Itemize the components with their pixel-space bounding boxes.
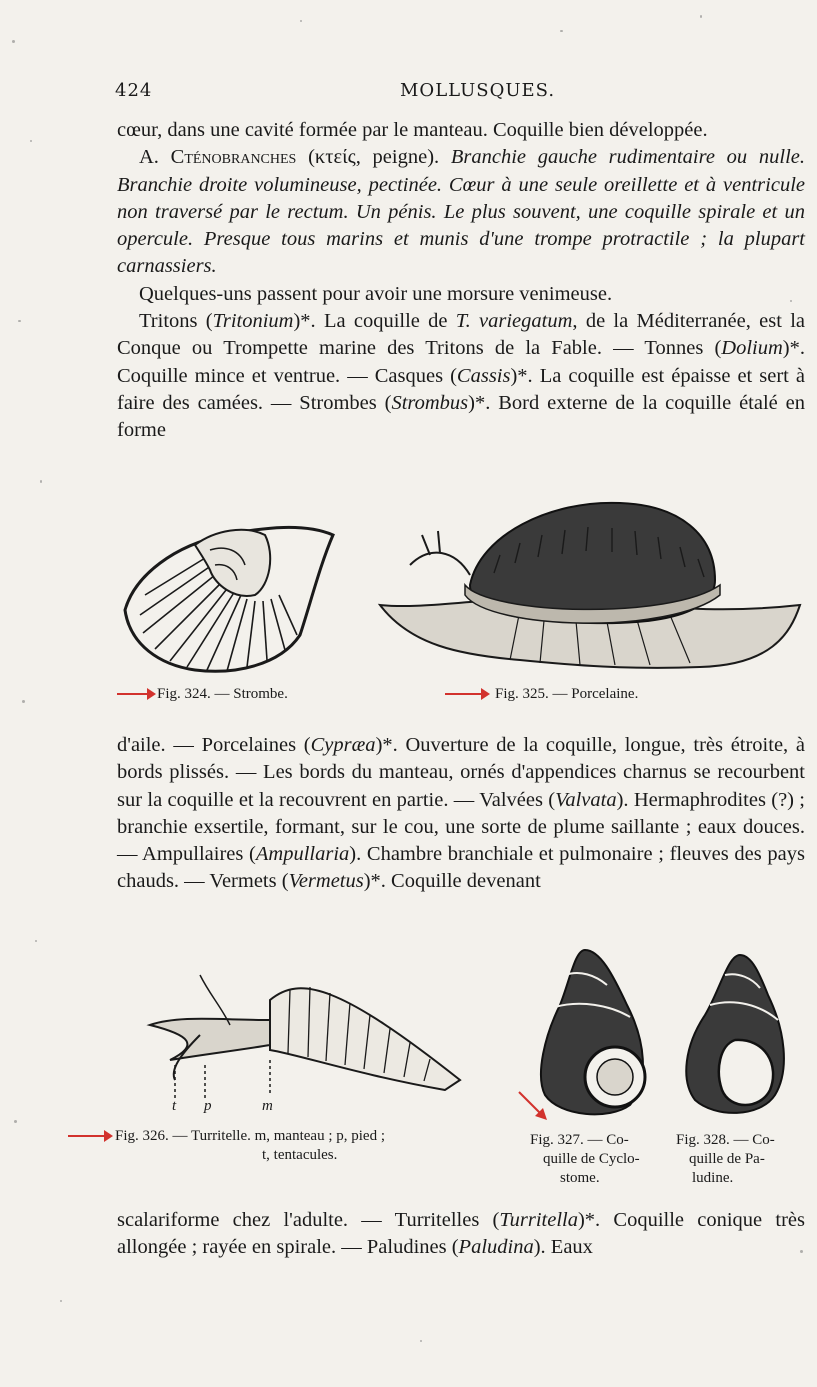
text-block-bottom [117,1207,805,1262]
caption-fig-327-line3: stome. [560,1170,600,1186]
text-run: , de la Méditerranée, est la Conque ou Trompette marine des Tritons de la Fable. — Tonnes ( [117,310,805,360]
text-run: )*. Bord externe de la coquille étalé en forme [117,391,805,442]
caption-fig-328-line2: quille de Pa- [689,1151,765,1167]
figure-325-porcelaine-illustration [370,495,810,675]
caption-fig-324: Fig. 324. — Strombe. [157,686,288,702]
figure-324-strombe-illustration [115,515,340,680]
paragraph-porcelaines [117,732,805,896]
annotation-arrow-fig327 [515,1088,551,1124]
text-block-middle [117,732,805,896]
annotation-arrow-fig326 [68,1135,106,1137]
text-run: d'aile. — Porcelaines ( [117,734,311,756]
figure-328-paludine-illustration [680,950,790,1120]
annotation-arrow-fig325 [445,693,483,695]
taxon-tritonium: Tritonium [212,310,294,333]
taxon-turritella: Turritella [499,1209,578,1231]
text-run: ). Chambre branchiale et pulmonaire ; fleuves des pays chauds. — Vermets ( [117,843,805,893]
text-run: )*. La coquille est épaisse et sert à faire des camées. — Strombes ( [117,364,805,414]
text-run: ). Hermaphrodites (?) ; branchie exsertile, formant, sur le cou, une sorte de plume saillante ; eaux douces. — Ampullaires ( [117,788,805,866]
taxon-valvata: Valvata [555,788,617,811]
paragraph-venom: Quelques-uns passent pour avoir une morsure venimeuse. [139,282,613,305]
paragraph-intro: cœur, dans une cavité formée par le manteau. Coquille bien développée. [117,119,708,141]
taxon-paludina: Paludina [458,1236,534,1259]
taxon-t-variegatum: T. variegatum [455,310,573,333]
paragraph-turritelles [117,1207,805,1262]
taxon-dolium: Dolium [721,337,783,360]
caption-fig-328-line1: Fig. 328. — Co- [676,1132,775,1148]
taxon-cypraea: Cypræa [310,734,376,756]
page-header [115,80,805,106]
paragraph-tritons [117,308,805,444]
text-run: )*. La coquille de [293,310,456,333]
text-run: scalariforme chez l'adulte. — Turritelles ( [117,1209,500,1231]
caption-fig-326-line1: Fig. 326. — Turritelle. m, manteau ; p, pied ; [115,1128,385,1144]
text-run: )*. Coquille mince et ventrue. — Casques ( [117,337,805,387]
caption-fig-325: Fig. 325. — Porcelaine. [495,686,639,702]
text-block-top [117,117,805,445]
text-run: )*. Ouverture de la coquille, longue, très étroite, à bords plissés. — Les bords du manteau, ornés d'appendices charnus se recourbent sur la coquille et la recouvrent en partie. — Valvées ( [117,734,805,811]
label-t: t [172,1098,177,1114]
taxon-vermetus: Vermetus [288,870,364,893]
text-run: )*. Coquille conique très allongée ; rayée en spirale. — Paludines ( [117,1209,805,1259]
section-label: A. [139,146,171,169]
caption-fig-326-line2: t, tentacules. [262,1147,338,1163]
caption-fig-327-line1: Fig. 327. — Co- [530,1132,629,1148]
text-run: Tritons ( [139,310,213,333]
caption-fig-327-line2: quille de Cyclo- [543,1151,640,1167]
etymology: (κτείς, peigne). [296,146,451,169]
section-description: Branchie gauche rudimentaire ou nulle. Branchie droite volumineuse, pectinée. Cœur à une seule oreillette et à ventricule non traversé par le rectum. Un pénis. Le plus souvent, une coquille spirale et un opercule. Presque tous marins et munis d'une trompe protractile ; la plupart carnassiers. [117,146,805,278]
taxon-ampullaria: Ampullaria [255,843,350,866]
text-run: ). Eaux [533,1236,593,1259]
taxon-cassis: Cassis [456,364,511,387]
taxon-strombus: Strombus [391,391,469,414]
caption-fig-328-line3: ludine. [692,1170,734,1186]
section-heading: Cténobranches [170,146,297,169]
label-p: p [204,1098,212,1114]
paragraph-ctenobranches [117,144,805,280]
text-run: )*. Coquille devenant [363,870,541,893]
figure-326-turritelle-illustration [140,965,460,1115]
figure-327-cyclostome-illustration [535,945,655,1120]
running-head: MOLLUSQUES. [400,80,556,101]
label-m: m [262,1098,273,1114]
annotation-arrow-fig324 [117,693,149,695]
page-number: 424 [115,80,153,101]
